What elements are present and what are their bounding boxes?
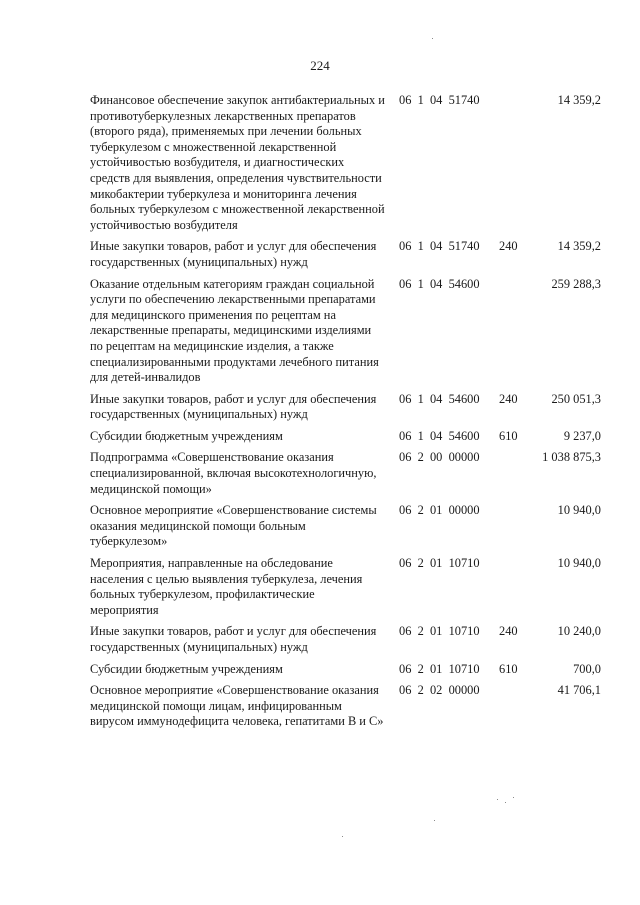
row-code: 06 1 04 51740 (399, 239, 480, 254)
row-amount: 250 051,3 (551, 391, 601, 406)
row-name: Финансовое обеспечение закупок антибактериальных и противотуберкулезных лекарственных препаратов (второго ряда), применяемых при лечении больных туберкулезом с множественной лекарственной устойчивостью возбудителя, и диагностических средств для выявления, определения чувствительности микобактерии туберкулеза и мониторинга лечения больных туберкулезом с множественной лекарственной устойчивостью возбудителя (90, 93, 385, 232)
row-expense-type: 240 (499, 239, 518, 254)
table-row (90, 239, 610, 270)
table-row (90, 277, 610, 386)
table-row (90, 683, 610, 730)
row-code: 06 2 00 00000 (399, 450, 480, 465)
scan-speck (432, 38, 433, 39)
scan-speck (497, 799, 498, 800)
table-row (90, 392, 610, 423)
row-expense-type: 610 (499, 428, 518, 443)
row-amount: 1 038 875,3 (542, 450, 601, 465)
row-amount: 10 240,0 (557, 624, 601, 639)
row-amount: 41 706,1 (557, 683, 601, 698)
row-name: Иные закупки товаров, работ и услуг для обеспечения государственных (муниципальных) нужд (90, 239, 377, 269)
table-row (90, 624, 610, 655)
row-amount: 10 940,0 (557, 503, 601, 518)
row-name: Мероприятия, направленные на обследование населения с целью выявления туберкулеза, лечения больных туберкулезом, профилактические мероприятия (90, 556, 363, 617)
table-row (90, 662, 610, 678)
row-code: 06 2 02 00000 (399, 683, 480, 698)
row-expense-type: 240 (499, 391, 518, 406)
row-name: Оказание отдельным категориям граждан социальной услуги по обеспечению лекарственными препаратами для медицинского применения по рецептам на лекарственные препараты, медицинскими изделиями по рецептам на медицинские изделия, а также специализированными продуктами лечебного питания для детей-инвалидов (90, 276, 379, 385)
page-number: 224 (310, 58, 330, 73)
table-row (90, 429, 610, 445)
scan-speck (342, 836, 343, 837)
row-name: Подпрограмма «Совершенствование оказания специализированной, включая высокотехнологичную, медицинской помощи» (90, 450, 377, 496)
row-code: 06 2 01 10710 (399, 556, 480, 571)
row-code: 06 1 04 51740 (399, 93, 480, 107)
row-code: 06 1 04 54600 (399, 276, 480, 291)
row-expense-type: 610 (499, 661, 518, 676)
table-row (90, 450, 610, 497)
row-name: Иные закупки товаров, работ и услуг для обеспечения государственных (муниципальных) нужд (90, 391, 377, 422)
table-row (90, 93, 610, 233)
row-code: 06 2 01 00000 (399, 503, 480, 518)
scan-speck (513, 797, 514, 798)
row-name: Основное мероприятие «Совершенствование системы оказания медицинской помощи больным туберкулезом» (90, 503, 377, 549)
table-row (90, 503, 610, 550)
row-code: 06 1 04 54600 (399, 428, 480, 443)
row-amount: 9 237,0 (563, 428, 601, 443)
budget-table (90, 93, 610, 736)
row-amount: 10 940,0 (557, 556, 601, 571)
row-expense-type: 240 (499, 624, 518, 639)
row-amount: 259 288,3 (551, 276, 601, 291)
scan-speck (505, 802, 506, 803)
row-amount: 14 359,2 (557, 93, 601, 107)
row-code: 06 2 01 10710 (399, 624, 480, 639)
row-code: 06 1 04 54600 (399, 391, 480, 406)
row-name: Субсидии бюджетным учреждениям (90, 428, 283, 443)
scan-speck (434, 820, 435, 821)
row-code: 06 2 01 10710 (399, 661, 480, 676)
row-amount: 14 359,2 (557, 239, 601, 254)
row-name: Основное мероприятие «Совершенствование оказания медицинской помощи лицам, инфицированным вирусом иммунодефицита человека, гепатитами В и С» (90, 683, 384, 729)
row-name: Субсидии бюджетным учреждениям (90, 661, 283, 676)
row-amount: 700,0 (573, 661, 601, 676)
row-name: Иные закупки товаров, работ и услуг для обеспечения государственных (муниципальных) нужд (90, 624, 377, 654)
table-row (90, 556, 610, 618)
